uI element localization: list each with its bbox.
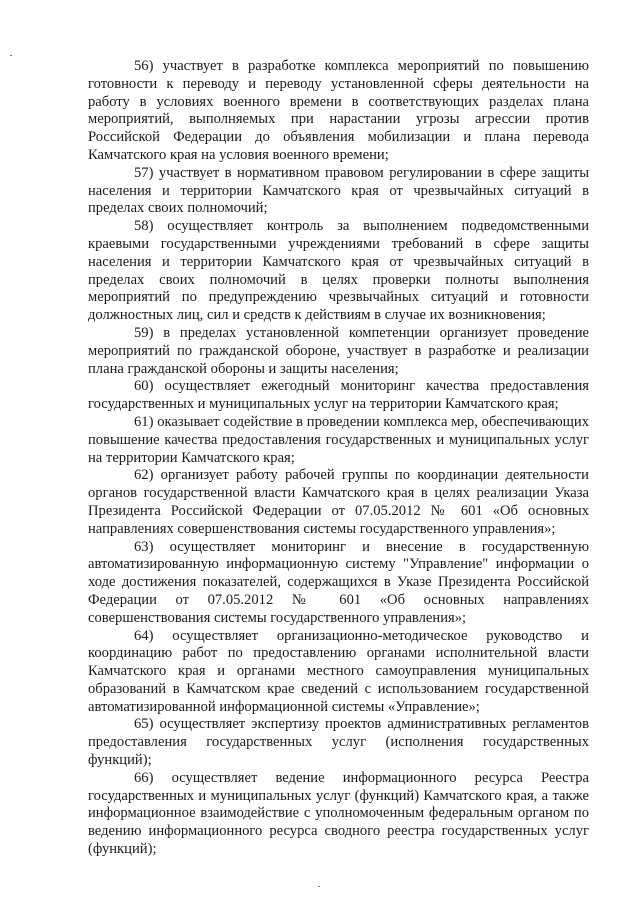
list-item-57: 57) участвует в нормативном правовом регулировании в сфере защиты населения и территории Камчатского края от чрезвычайных ситуаций в пределах своих полномочий; [88, 164, 589, 217]
scan-speck [318, 886, 320, 887]
scan-speck [10, 55, 12, 56]
list-item-60: 60) осуществляет ежегодный мониторинг качества предоставления государственных и муниципальных услуг на территории Камчатского края; [88, 378, 589, 413]
list-item-61: 61) оказывает содействие в проведении комплекса мер, обеспечивающих повышение качества предоставления государственных и муниципальных услуг на территории Камчатского края; [88, 413, 589, 466]
list-item-66: 66) осуществляет ведение информационного ресурса Реестра государственных и муниципальных услуг (функций) Камчатского края, а также информационное взаимодействие с уполномоченным федеральным органом по ведению информационного ресурса сводного реестра государственных услуг (функций); [88, 769, 589, 858]
list-item-56: 56) участвует в разработке комплекса мероприятий по повышению готовности к переводу и переводу установленной сферы деятельности на работу в условиях военного времени в соответствующих разделах плана мероприятий, выполняемых при нарастании угрозы агрессии против Российской Федерации до объявления мобилизации и плана перевода Камчатского края на условия военного времени; [88, 58, 589, 163]
list-item-63: 63) осуществляет мониторинг и внесение в государственную автоматизированную информационную систему "Управление" информации о ходе достижения показателей, содержащихся в Указе Президента Российской Федерации от 07.05.2012 № 601 «Об основных направлениях совершенствования системы государственного управления»; [88, 538, 589, 626]
list-item-64: 64) осуществляет организационно-методическое руководство и координацию работ по предоставлению органами исполнительной власти Камчатского края и органами местного самоуправления муниципальных образований в Камчатском крае сведений с использованием государственной автоматизированной информационной системы «Управление»; [88, 627, 589, 715]
document-page [88, 58, 589, 859]
list-item-58: 58) осуществляет контроль за выполнением подведомственными краевыми государственными учреждениями требований в сфере защиты населения и территории Камчатского края от чрезвычайных ситуаций в пределах своих полномочий в целях проверки полноты выполнения мероприятий по предупреждению чрезвычайных ситуаций и готовности должностных лиц, сил и средств к действиям в случае их возникновения; [88, 218, 589, 324]
list-item-59: 59) в пределах установленной компетенции организует проведение мероприятий по гражданской обороне, участвует в разработке и реализации плана гражданской обороны и защиты населения; [88, 324, 589, 377]
list-item-65: 65) осуществляет экспертизу проектов административных регламентов предоставления государственных услуг (исполнения государственных функций); [88, 716, 589, 769]
list-item-62: 62) организует работу рабочей группы по координации деятельности органов государственной власти Камчатского края в целях реализации Указа Президента Российской Федерации от 07.05.2012 № 601 «Об основных направлениях совершенствования системы государственного управления»; [88, 467, 589, 537]
